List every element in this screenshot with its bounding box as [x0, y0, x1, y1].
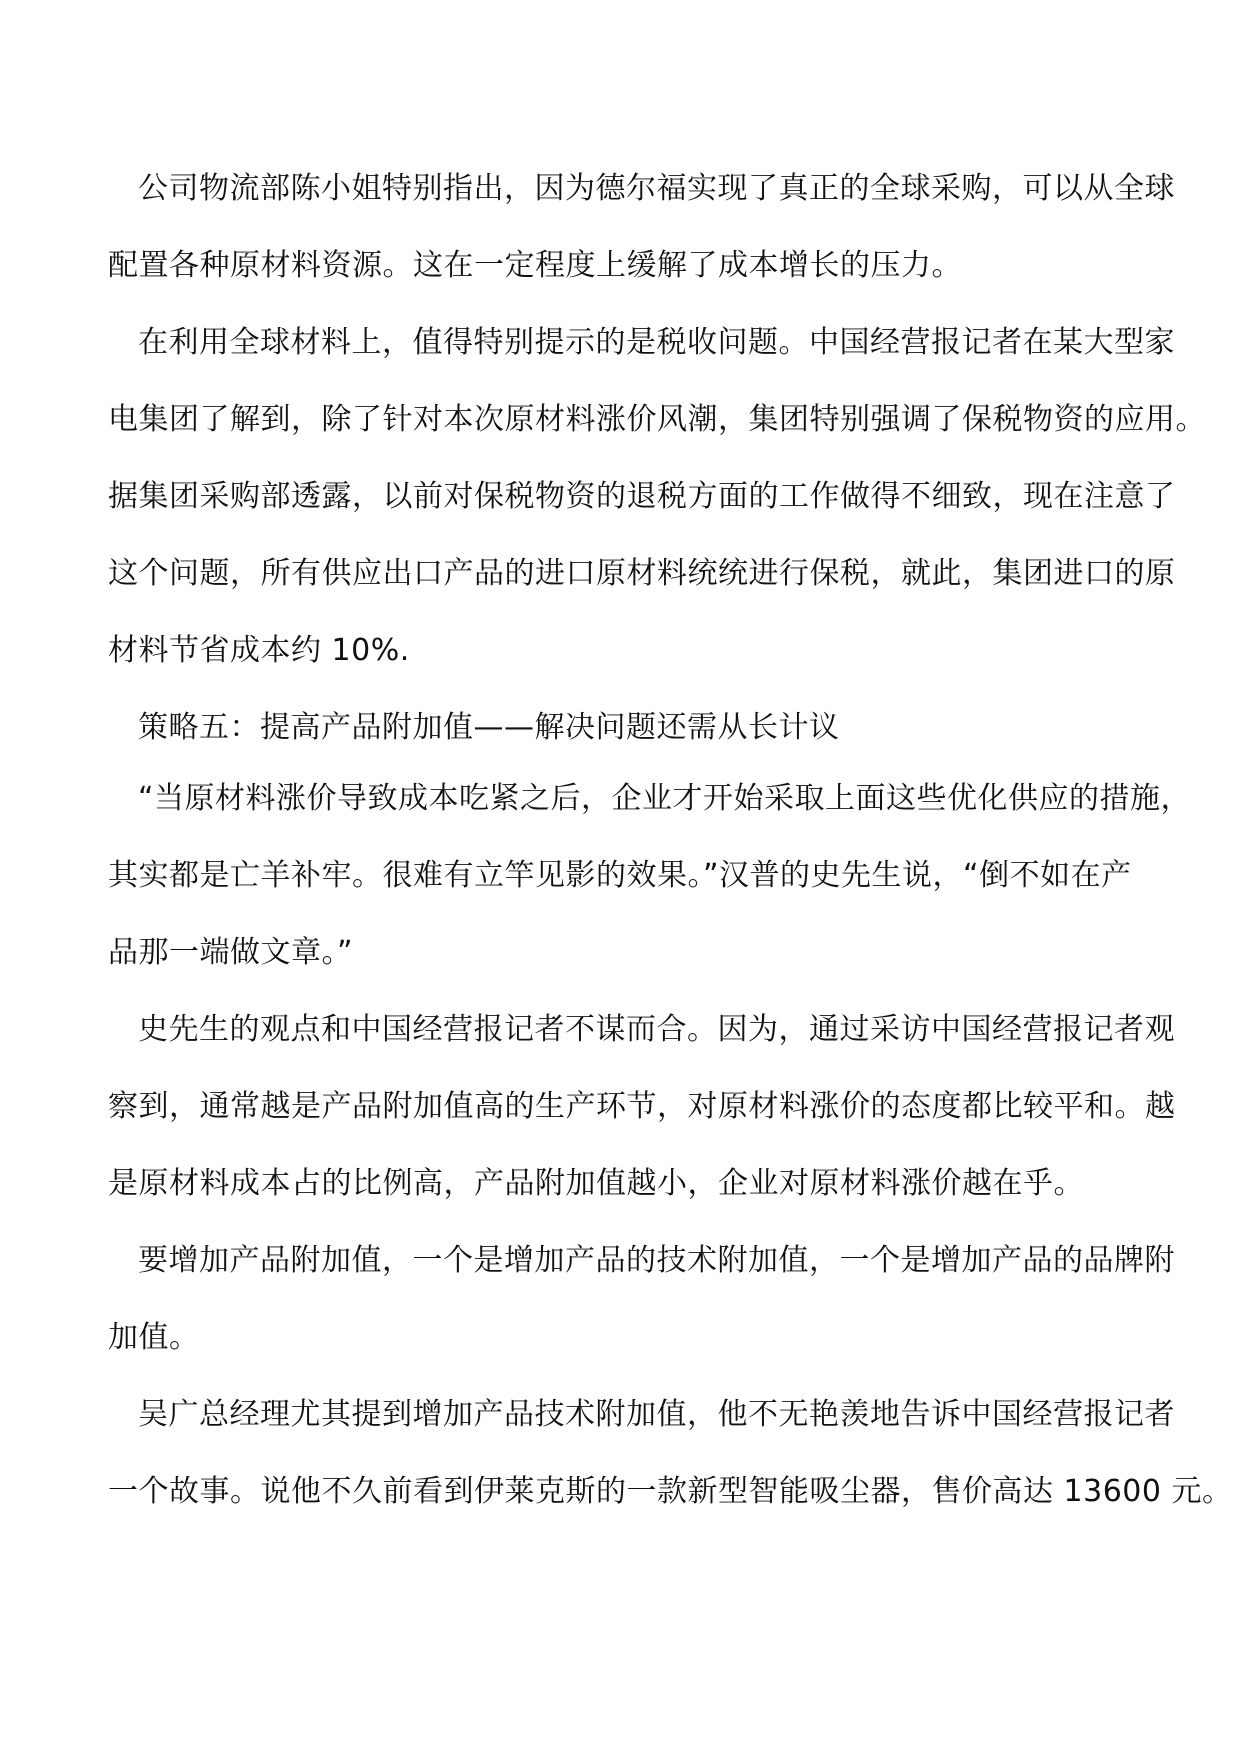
text-line: 一个故事。说他不久前看到伊莱克斯的一款新型智能吸尘器，售价高达 13600 元。: [108, 1474, 1233, 1509]
text-line: 品那一端做文章。”: [108, 935, 354, 970]
text-line: 要增加产品附加值，一个是增加产品的技术附加值，一个是增加产品的品牌附: [138, 1243, 1175, 1278]
text-line: 公司物流部陈小姐特别指出，因为德尔福实现了真正的全球采购，可以从全球: [138, 171, 1175, 206]
text-line: 据集团采购部透露，以前对保税物资的退税方面的工作做得不细致，现在注意了: [108, 479, 1176, 514]
text-line: 电集团了解到，除了针对本次原材料涨价风潮，集团特别强调了保税物资的应用。: [108, 402, 1206, 437]
text-line: 察到，通常越是产品附加值高的生产环节，对原材料涨价的态度都比较平和。越: [108, 1089, 1176, 1124]
text-line: 吴广总经理尤其提到增加产品技术附加值，他不无艳羡地告诉中国经营报记者: [138, 1397, 1175, 1432]
text-line: 史先生的观点和中国经营报记者不谋而合。因为，通过采访中国经营报记者观: [138, 1012, 1175, 1047]
text-line: 是原材料成本占的比例高，产品附加值越小，企业对原材料涨价越在乎。: [108, 1166, 1084, 1201]
text-line: 在利用全球材料上，值得特别提示的是税收问题。中国经营报记者在某大型家: [138, 325, 1175, 360]
text-line: 加值。: [108, 1320, 200, 1355]
text-line: 其实都是亡羊补牢。很难有立竿见影的效果。”汉普的史先生说，“倒不如在产: [108, 858, 1132, 893]
text-line: 材料节省成本约 10%.: [108, 633, 410, 668]
text-line: 配置各种原材料资源。这在一定程度上缓解了成本增长的压力。: [108, 248, 962, 283]
section-heading: 策略五：提高产品附加值——解决问题还需从长计议: [138, 710, 840, 745]
text-line: 这个问题，所有供应出口产品的进口原材料统统进行保税，就此，集团进口的原: [108, 556, 1176, 591]
article-body: [108, 164, 1233, 1544]
text-line: “当原材料涨价导致成本吃紧之后，企业才开始采取上面这些优化供应的措施，: [138, 781, 1192, 816]
